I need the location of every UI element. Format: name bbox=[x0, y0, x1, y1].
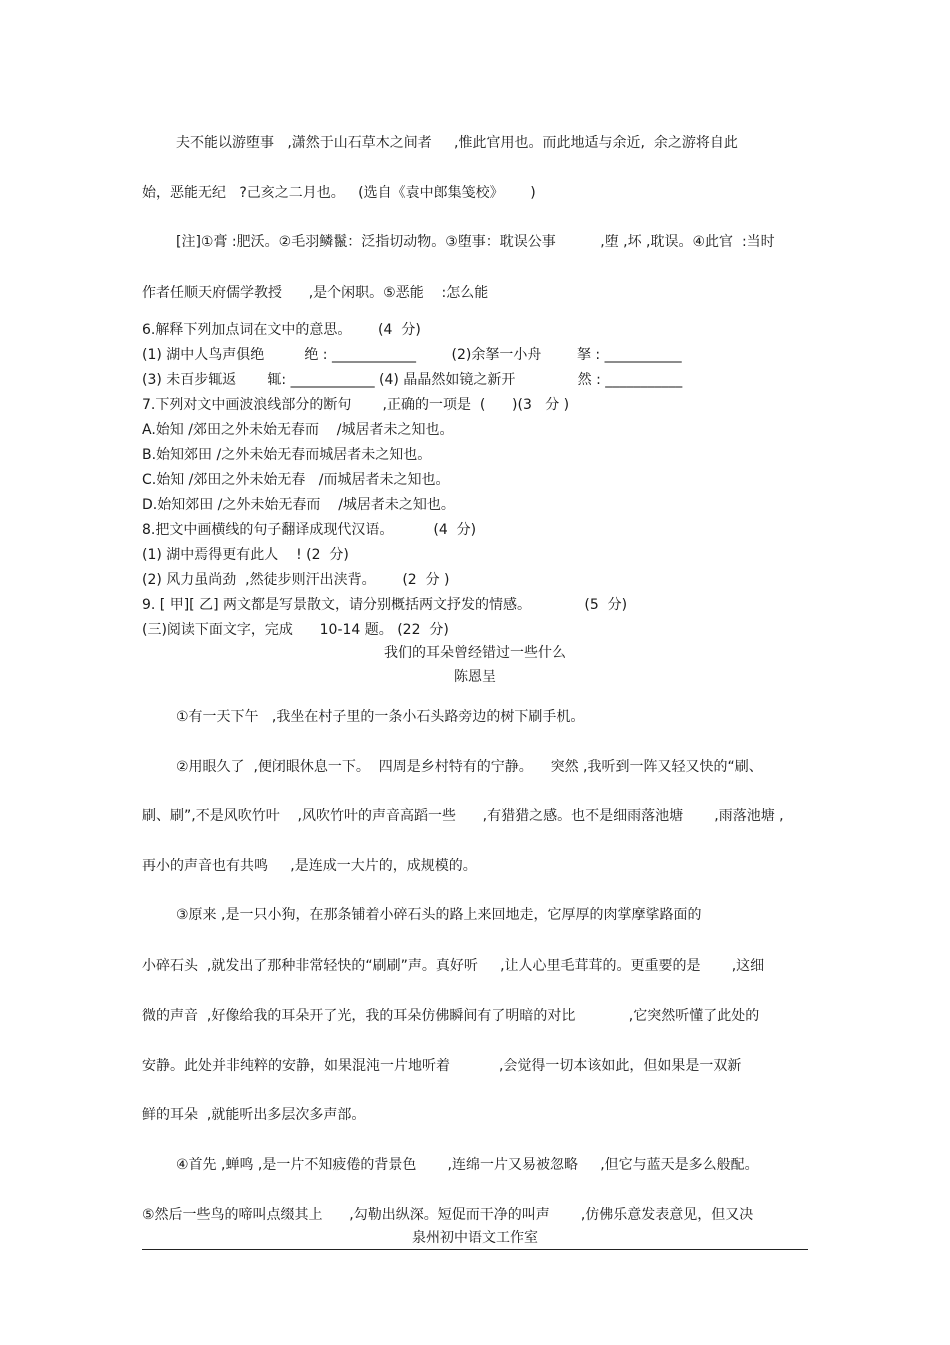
section-three-heading: (三)阅读下面文字，完成 10-14 题。 (22 分) bbox=[142, 622, 449, 638]
option-d: D.始知郊田 /之外未始无春而 /城居者未之知也。 bbox=[142, 497, 455, 513]
option-b: B.始知郊田 /之外未始无春而城居者未之知也。 bbox=[142, 447, 432, 463]
question-6-items-3-4: (3) 未百步辄返 辄: ____________ (4) 晶晶然如镜之新开 然 : ___________ bbox=[142, 372, 683, 388]
annotation-line: [注]①膏 :肥沃。②毛羽鳞鬣：泛指切动物。③堕事：耽误公事 ,堕 ,坏 ,耽误。④此官 :当时 bbox=[176, 234, 775, 250]
passage-line: 始，恶能无纪 ?己亥之二月也。 (选自《袁中郎集笺校》 ) bbox=[142, 185, 536, 201]
article-line: ①有一天下午 ,我坐在村子里的一条小石头路旁边的树下刷手机。 bbox=[176, 709, 585, 725]
article-line: 刷、刷”,不是风吹竹叶 ,风吹竹叶的声音高蹈一些 ,有猎猎之感。也不是细雨落池塘 ,雨落池塘 , bbox=[142, 808, 784, 824]
annotation-line: 作者任顺天府儒学教授 ,是个闲职。⑤恶能 :怎么能 bbox=[142, 285, 489, 301]
option-a: A.始知 /郊田之外未始无春而 /城居者未之知也。 bbox=[142, 422, 454, 438]
article-line: 再小的声音也有共鸣 ,是连成一大片的，成规模的。 bbox=[142, 858, 477, 874]
question-8-item-1: (1) 湖中焉得更有此人 ! (2 分) bbox=[142, 547, 349, 563]
article-line: 安静。此处并非纯粹的安静，如果混沌一片地听着 ,会觉得一切本该如此，但如果是一双新 bbox=[142, 1058, 742, 1074]
question-6-items-1-2: (1) 湖中人鸟声俱绝 绝 : ____________ (2)余拏一小舟 拏 : ___________ bbox=[142, 347, 682, 363]
question-9: 9. [ 甲][ 乙] 两文都是写景散文，请分别概括两文抒发的情感。 (5 分) bbox=[142, 597, 628, 613]
question-8: 8.把文中画横线的句子翻译成现代汉语。 (4 分) bbox=[142, 522, 477, 538]
passage-line: 夫不能以游堕事 ,潇然于山石草木之间者 ,惟此官用也。而此地适与余近, 余之游将自此 bbox=[176, 135, 738, 151]
question-7: 7.下列对文中画波浪线部分的断句 ,正确的一项是 ( )(3 分 ) bbox=[142, 397, 570, 413]
page-footer: 泉州初中语文工作室 bbox=[412, 1230, 538, 1246]
question-6: 6.解释下列加点词在文中的意思。 (4 分) bbox=[142, 322, 421, 338]
article-line: 小碎石头 ,就发出了那种非常轻快的“刷刷”声。真好听 ,让人心里毛茸茸的。更重要的是 ,这细 bbox=[142, 958, 765, 974]
article-line: ③原来 ,是一只小狗，在那条铺着小碎石头的路上来回地走，它厚厚的肉掌摩挲路面的 bbox=[176, 907, 702, 923]
option-c: C.始知 /郊田之外未始无春 /而城居者未之知也。 bbox=[142, 472, 450, 488]
article-line: ⑤然后一些鸟的啼叫点缀其上 ,勾勒出纵深。短促而干净的叫声 ,仿佛乐意发表意见，但又决 bbox=[142, 1207, 754, 1223]
article-title: 我们的耳朵曾经错过一些什么 bbox=[384, 645, 566, 661]
footer-divider bbox=[142, 1249, 808, 1250]
article-author: 陈恩呈 bbox=[454, 669, 496, 685]
article-line: 微的声音 ,好像给我的耳朵开了光，我的耳朵仿佛瞬间有了明暗的对比 ,它突然听懂了此处的 bbox=[142, 1008, 760, 1024]
article-line: ④首先 ,蝉鸣 ,是一片不知疲倦的背景色 ,连绵一片又易被忽略 ,但它与蓝天是多么般配。 bbox=[176, 1157, 759, 1173]
article-line: ②用眼久了 ,便闭眼休息一下。 四周是乡村特有的宁静。 突然 ,我听到一阵又轻又快的“刷、 bbox=[176, 759, 763, 775]
article-line: 鲜的耳朵 ,就能听出多层次多声部。 bbox=[142, 1107, 366, 1123]
question-8-item-2: (2) 风力虽尚劲 ,然徒步则汗出浃背。 (2 分 ) bbox=[142, 572, 450, 588]
